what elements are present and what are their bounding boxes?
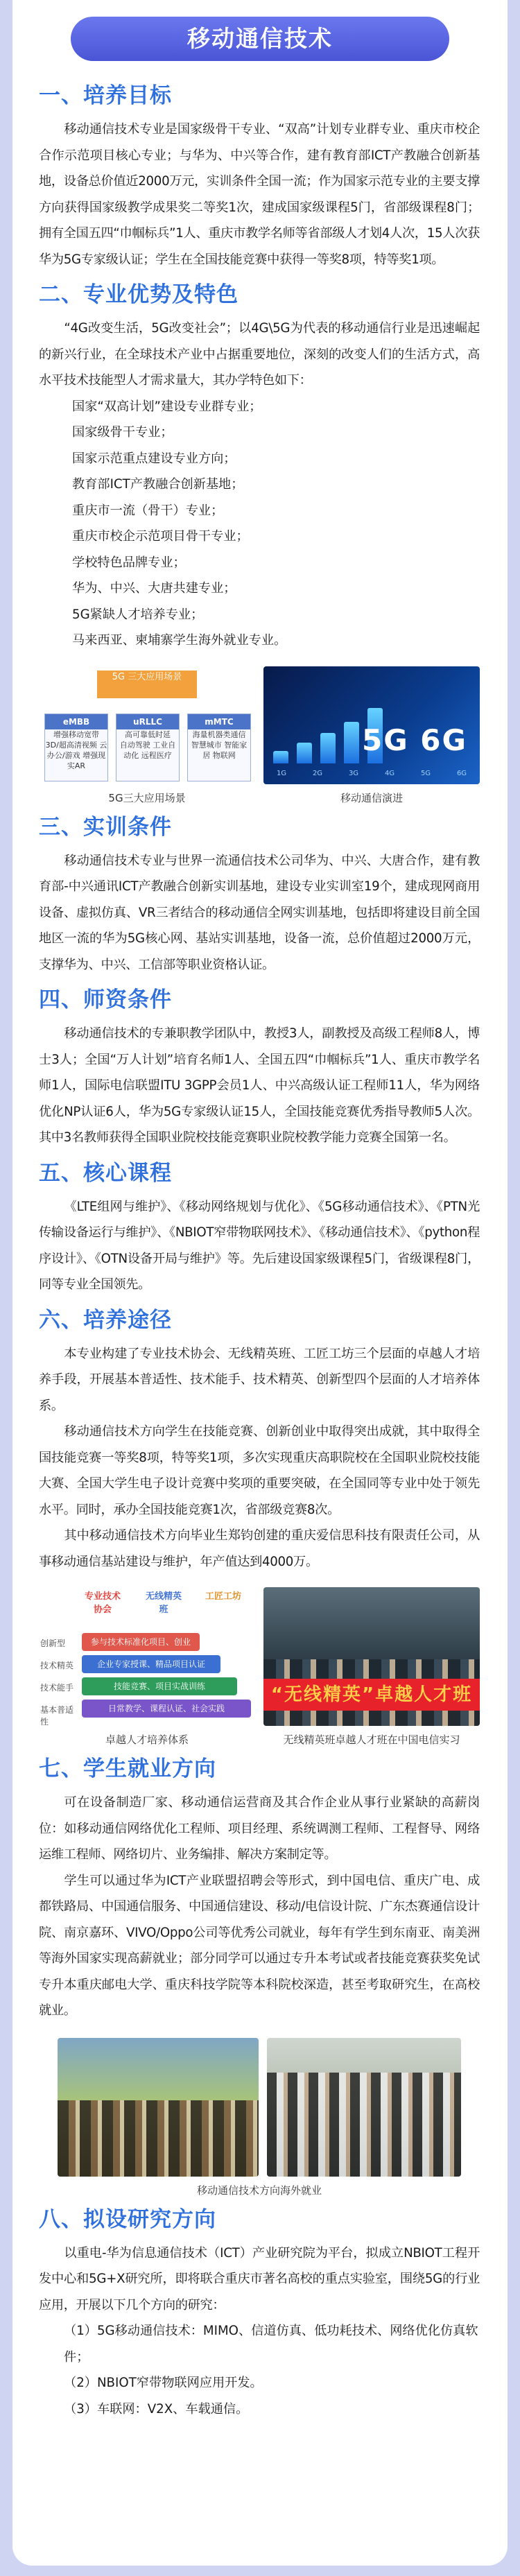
talent-level-bar: 参与技术标准化项目、创业 — [82, 1633, 200, 1651]
scenario-box-urllc — [116, 714, 180, 781]
scenario-head: uRLLC — [116, 714, 179, 729]
figure-5g-scenarios — [39, 666, 255, 805]
section-paragraph: 可在设备制造厂家、移动通信运营商及其合作企业从事行业紧缺的高薪岗位：如移动通信网络优化工程师、项目经理、系统调测工程师、工程督导、网络运维工程师、网络切片、业务编排、解决方案制定等。 — [39, 1795, 480, 1862]
section-heading: 八、拟设研究方向 — [39, 2206, 216, 2232]
figure-caption: 卓越人才培养体系 — [105, 1734, 189, 1746]
list-item: 重庆市一流（骨干）专业； — [72, 503, 224, 518]
overseas-photo-left — [58, 2038, 259, 2177]
list-item: 马来西亚、柬埔寨学生海外就业专业。 — [72, 633, 287, 648]
bar-shape — [297, 743, 312, 763]
bar-shape — [320, 733, 336, 763]
talent-top-word: 无线精英班 — [145, 1591, 182, 1615]
scenario-top-label: 5G 三大应用场景 — [97, 671, 197, 698]
talent-level-label: 技术精英 — [40, 1661, 74, 1670]
section-paragraph: 移动通信技术的专兼职教学团队中，教授3人，副教授及高级工程师8人，博士3人；全国“万人计划”培育名师1人、全国五四“巾帼标兵”1人、重庆市教学名师1人，国际电信联盟ITU 3GPP会员1人、中兴高级认证工程师11人，华为网络优化NP认证6人，华为5G专家级认证15人，全国技能竞赛优秀指导教师5人次。其中3名教师获得全国职业院校技能竞赛职业院校教学能力竞赛全国第一名。 — [39, 1026, 480, 1145]
scenario-sub: 高可靠低时延 — [125, 729, 171, 739]
elite-class-photo — [263, 1587, 480, 1726]
evolution-image — [263, 666, 480, 784]
timeline-label: 5G — [420, 769, 431, 777]
scenario-box-mmtc — [187, 714, 251, 781]
section-heading: 六、培养途径 — [39, 1307, 172, 1333]
timeline-label: 6G — [456, 769, 467, 777]
scenario-body: 智慧城市 智能家居 物联网 — [191, 740, 248, 760]
evolution-big-text: 5G 6G — [361, 723, 467, 757]
talent-level-label: 基本普适性 — [40, 1705, 74, 1726]
section-paragraph: 其中移动通信技术方向毕业生郑钧创建的重庆爱信思科技有限责任公司，从事移动通信基站建设与维护，年产值达到4000万。 — [39, 1528, 480, 1569]
list-item: 国家“双高计划”建设专业群专业； — [72, 399, 262, 414]
timeline-label: 1G — [276, 769, 287, 777]
elite-class-banner: “无线精英”卓越人才班 — [263, 1679, 480, 1711]
scenario-head: eMBB — [45, 714, 107, 729]
5g-scenario-diagram — [39, 666, 255, 784]
figure-row — [39, 1587, 480, 1747]
scenario-body: 3D/超高清视频 云办公/游戏 增强现实AR — [45, 740, 107, 770]
list-item: （3）车联网：V2X、车载通信。 — [64, 2401, 249, 2417]
scenario-box-embb — [44, 714, 108, 781]
overseas-photo-right — [267, 2038, 461, 2177]
figure-row — [39, 666, 480, 805]
bar-shape — [273, 751, 288, 763]
timeline-label: 3G — [348, 769, 359, 777]
scenario-sub: 增强移动宽带 — [53, 729, 99, 739]
list-item: （1）5G移动通信技术：MIMO、信道仿真、低功耗技术、网络优化仿真软件； — [64, 2324, 478, 2365]
crowd-shape — [267, 2073, 461, 2177]
talent-top-word: 专业技术协会 — [84, 1591, 121, 1615]
figure-caption: 移动通信演进 — [340, 791, 403, 804]
section-heading: 二、专业优势及特色 — [39, 282, 239, 307]
talent-level-bar: 企业专家授课、精品项目认证 — [82, 1655, 220, 1673]
section-paragraph: 《LTE组网与维护》、《移动网络规划与优化》、《5G移动通信技术》、《PTN光传输设备运行与维护》、《NBIOT窄带物联网技术》、《移动通信技术》、《python程序设计》、《OTN设备开局与维护》等。先后建设国家级课程5门，省级课程8门，同等专业全国领先。 — [39, 1199, 480, 1292]
timeline-label: 4G — [384, 769, 395, 777]
bar-shape — [344, 722, 359, 763]
figure-caption: 无线精英班卓越人才班在中国电信实习 — [283, 1734, 460, 1746]
list-item: 重庆市校企示范项目骨干专业； — [72, 529, 249, 544]
timeline-label: 2G — [312, 769, 323, 777]
list-item: 学校特色品牌专业； — [72, 555, 186, 570]
section-heading: 一、培养目标 — [39, 83, 172, 108]
section-heading: 三、实训条件 — [39, 814, 172, 840]
section-heading: 七、学生就业方向 — [39, 1756, 216, 1781]
section-paragraph: 移动通信技术方向学生在技能竞赛、创新创业中取得突出成就，其中取得全国技能竞赛一等奖8项，特等奖1项，多次实现重庆高职院校在全国职业院校技能大赛、全国大学生电子设计竞赛中奖项的重要突破，在全国同等专业中处于领先水平。同时，承办全国技能竞赛1次，省部级竞赛8次。 — [39, 1424, 480, 1517]
section-paragraph: 以重电-华为信息通信技术（ICT）产业研究院为平台，拟成立NBIOT工程开发中心和5G+X研究所，即将联合重庆市著名高校的重点实验室，围绕5G的行业应用，开展以下几个方向的研究： — [39, 2245, 480, 2313]
talent-level-label: 技术能手 — [40, 1683, 74, 1693]
talent-level-label: 创新型 — [40, 1639, 66, 1648]
evolution-timeline — [263, 770, 480, 777]
research-list — [39, 2318, 480, 2422]
talent-level-bar: 日常教学、课程认证、社会实践 — [82, 1700, 251, 1718]
list-item: 国家示范重点建设专业方向； — [72, 451, 236, 466]
figure-caption: 移动通信技术方向海外就业 — [196, 2184, 322, 2197]
crowd-shape — [58, 2100, 259, 2177]
section-heading: 五、核心课程 — [39, 1160, 172, 1186]
section-heading: 四、师资条件 — [39, 987, 172, 1012]
figure-talent-system — [39, 1587, 255, 1747]
scenario-head: mMTC — [188, 714, 250, 729]
section-paragraph: “4G改变生活，5G改变社会”；以4G\5G为代表的移动通信行业是迅速崛起的新兴行业，在全球技术产业中占据重要地位，深刻的改变人们的生活方式，高水平技术技能型人才需求量大，其办学特色如下： — [39, 321, 480, 388]
section-paragraph: 本专业构建了专业技术协会、无线精英班、工匠工坊三个层面的卓越人才培养手段，开展基本普适性、技术能手、技术精英、创新型四个层面的人才培养体系。 — [39, 1346, 480, 1413]
section-paragraph: 移动通信技术专业与世界一流通信技术公司华为、中兴、大唐合作，建有教育部-中兴通讯ICT产教融合创新实训基地，建设专业实训室19个，建成现网商用设备、虚拟仿真、VR三者结合的移动通信全网实训基地，包括即将建设目前全国地区一流的华为5G核心网、基站实训基地，设备一流，总价值超过2000万元，支撑华为、中兴、工信部等职业资格认证。 — [39, 853, 480, 972]
section-paragraph: 移动通信技术专业是国家级骨干专业、“双高”计划专业群专业、重庆市校企合作示范项目核心专业；与华为、中兴等合作，建有教育部ICT产教融合创新基地，设备总价值近2000万元，实训条件全国一流；作为国家示范专业的主要支撑方向获得国家级教学成果奖二等奖1次，建成国家级课程5门，省部级课程8门；拥有全国五四“巾帼标兵”1人、重庆市教学名师等省部级人才划4人次，15人次获华为5G专家级认证；学生在全国技能竞赛中获得一等奖8项，特等奖1项。 — [39, 122, 480, 267]
page-title: 移动通信技术 — [71, 17, 449, 61]
list-item: 国家级骨干专业； — [72, 425, 173, 440]
talent-top-word: 工匠工坊 — [205, 1591, 241, 1602]
figure-evolution — [263, 666, 480, 805]
list-item: 教育部ICT产教融合创新基地； — [72, 477, 244, 492]
list-item: （2）NBIOT窄带物联网应用开发。 — [64, 2376, 263, 2390]
figure-elite-class — [263, 1587, 480, 1747]
scenario-body: 自动驾驶 工业自动化 远程医疗 — [119, 740, 176, 760]
talent-level-bar: 技能竞赛、项目实战训练 — [82, 1677, 237, 1695]
figure-row — [39, 2038, 480, 2177]
figure-caption: 5G三大应用场景 — [108, 791, 186, 804]
section-paragraph: 学生可以通过华为ICT产业联盟招聘会等形式，到中国电信、重庆广电、成都铁路局、中国通信服务、中国通信建设、移动/电信设计院、广东杰赛通信设计院、南京嘉环、VIVO/Oppo公司等优秀公司就业，每年有学生到东南亚、南美洲等海外国家实现高薪就业；部分同学可以通过专升本考试或者技能竞赛获奖免试专升本重庆邮电大学、重庆科技学院等本科院校深造，甚至考取研究生，在高校就业。 — [39, 1873, 480, 2018]
content — [39, 74, 480, 2422]
feature-list — [39, 394, 480, 654]
talent-diagram — [39, 1587, 255, 1726]
list-item: 5G紧缺人才培养专业； — [72, 607, 204, 622]
list-item: 华为、中兴、大唐共建专业； — [72, 581, 236, 596]
scenario-sub: 海量机器类通信 — [192, 729, 246, 739]
